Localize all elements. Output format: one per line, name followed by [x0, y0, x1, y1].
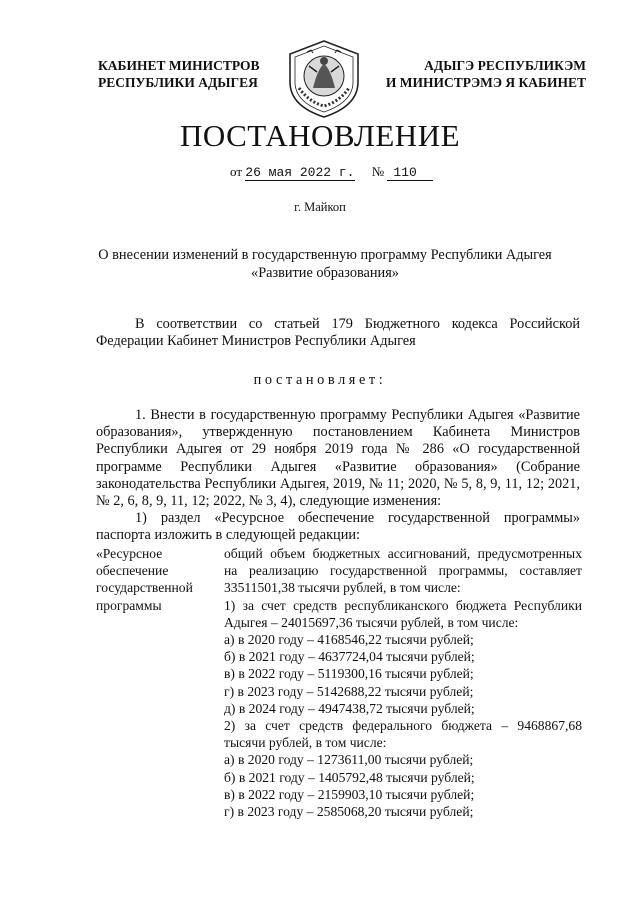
number-label: № [371, 164, 385, 179]
funding-line: г) в 2023 году – 5142688,22 тысячи рублей; [224, 683, 474, 699]
subject-line: О внесении изменений в государственную программу Республики Адыгея [98, 247, 552, 263]
subject-line: «Развитие образования» [251, 265, 399, 281]
issuer-name-adyghe [371, 57, 586, 91]
date-prefix: от [230, 164, 243, 179]
preamble: В соответствии со статьей 179 Бюджетного кодекса Российской Федерации Кабинет Министров Республики Адыгея [96, 316, 580, 350]
funding-line: а) в 2020 году – 1273611,00 тысячи рублей; [224, 752, 474, 768]
document-number: 110 [387, 165, 433, 181]
document-title: ПОСТАНОВЛЕНИЕ [179, 118, 461, 153]
date-value: 26 мая 2022 г. [245, 165, 355, 180]
resource-table-content [224, 545, 582, 820]
funding-line: а) в 2020 году – 4168546,22 тысячи рублей; [224, 632, 474, 648]
issuer-line: КАБИНЕТ МИНИСТРОВ [98, 58, 260, 73]
resolution-item: 1. Внести в государственную программу Республики Адыгея «Развитие образования», утвержденную постановлением Кабинета Министров Республики Адыгея от 29 ноября 2019 года № 286 «О государственной программе Республики Адыгея «Развитие образования» (Собрание законодательства Республики Адыгея, 2019, № 11; 2020, № 5, 8, 9, 11, 12; 2021, № 2, 6, 8, 9, 11, 12; 2022, № 3, 4), следующие изменения: [96, 407, 580, 510]
label-line: программы [96, 597, 162, 613]
issuer-name-russian [98, 57, 268, 91]
funding-line: в) в 2022 году – 2159903,10 тысячи рублей; [224, 786, 475, 802]
issuer-line: АДЫГЭ РЕСПУБЛИКЭМ [424, 58, 586, 73]
funding-line: д) в 2024 году – 4947438,72 тысячи рублей; [224, 700, 475, 716]
city: г. Майкоп [294, 200, 346, 214]
resolution-item: 1) раздел «Ресурсное обеспечение государственной программы» паспорта изложить в следующей редакции: [96, 510, 580, 544]
funding-line: 1) за счет средств республиканского бюджета Республики Адыгея – 24015697,36 тысячи рублей, в том числе: [224, 597, 582, 630]
resolves-word: постановляет: [253, 372, 387, 388]
label-line: государственной [96, 580, 193, 596]
resource-table-label [96, 545, 221, 614]
funding-line: в) в 2022 году – 5119300,16 тысячи рублей; [224, 666, 474, 682]
funding-line: г) в 2023 году – 2585068,20 тысячи рублей; [224, 804, 474, 820]
funding-line: б) в 2021 году – 4637724,04 тысячи рублей; [224, 649, 475, 665]
coat-of-arms-emblem [285, 38, 363, 120]
label-line: «Ресурсное [96, 546, 163, 561]
funding-line: б) в 2021 году – 1405792,48 тысячи рублей; [224, 769, 475, 785]
funding-line: общий объем бюджетных ассигнований, предусмотренных на реализацию государственной программы, составляет 33511501,38 тысячи рублей, в том числе: [224, 546, 582, 596]
document-subject [70, 246, 580, 282]
issuer-line: РЕСПУБЛИКИ АДЫГЕЯ [98, 75, 258, 90]
date-number-line [230, 164, 433, 181]
issuer-line: И МИНИСТРЭМЭ Я КАБИНЕТ [385, 75, 586, 90]
label-line: обеспечение [96, 563, 169, 579]
funding-line: 2) за счет средств федерального бюджета – 9468867,68 тысячи рублей, в том числе: [224, 718, 582, 751]
resolution-body [96, 407, 580, 545]
